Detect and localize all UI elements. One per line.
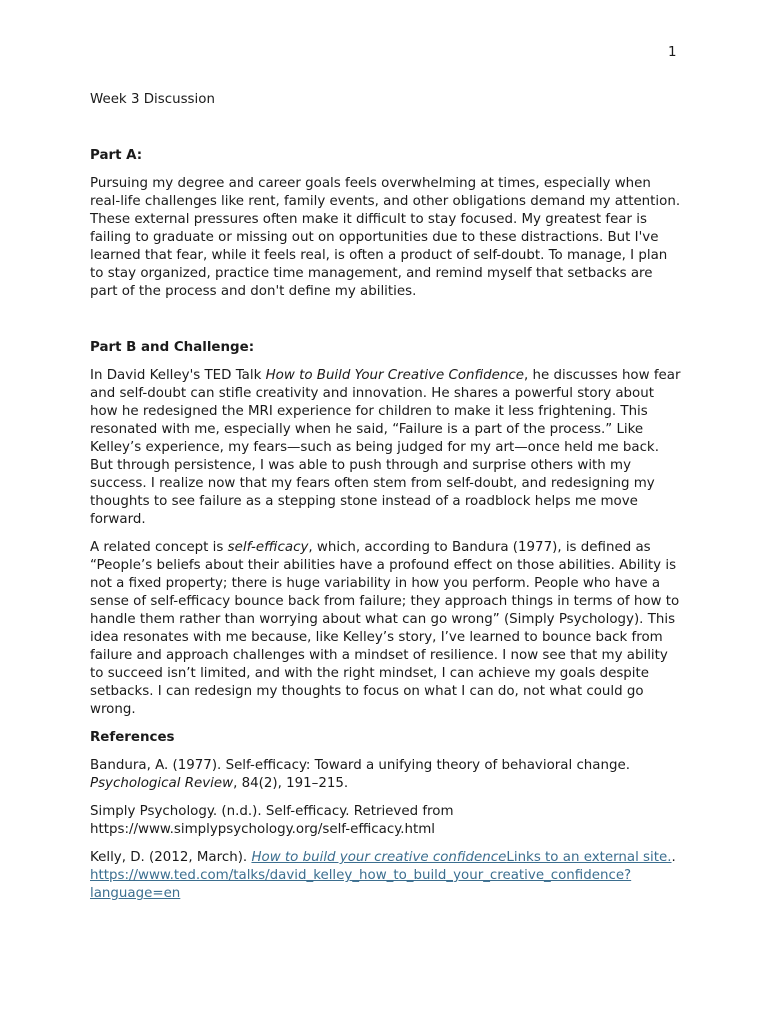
part-b-heading: Part B and Challenge: (90, 340, 255, 355)
document-body (90, 91, 682, 913)
part-b-p2-rest: , which, according to Bandura (1977), is defined as “People’s beliefs about their abilities have a profound effect on those abilities. Ability is not a fixed property; there is huge variability in how you perform. People who have a sense of self-efficacy bounce back from failure; they approach things in terms of how to handle them rather than worrying about what can go wrong” (Simply Psychology). This idea resonates with me because, like Kelley’s story, I’ve learned to bounce back from failure and approach challenges with a mindset of resilience. I now see that my ability to succeed isn’t limited, and with the right mindset, I can achieve my goals despite setbacks. I can redesign my thoughts to focus on what I can do, not what could go wrong. (90, 540, 680, 717)
page-number: 1 (668, 45, 677, 60)
part-a-heading: Part A: (90, 148, 143, 163)
part-b-p2-prefix: A related concept is (90, 540, 228, 555)
ref3-link-title: How to build your creative confidence (251, 850, 507, 865)
ref1-rest: , 84(2), 191–215. (233, 776, 349, 791)
ref3-prefix: Kelly, D. (2012, March). (90, 850, 252, 865)
external-link-label: Links to an external site. (506, 850, 672, 865)
part-a-paragraph: Pursuing my degree and career goals feels overwhelming at times, especially when real-life challenges like rent, family events, and other obligations demand my attention. These external pressures often make it difficult to stay focused. My greatest fear is failing to graduate or missing out on opportunities due to these distractions. But I've learned that fear, while it feels real, is often a product of self-doubt. To manage, I plan to stay organized, practice time management, and remind myself that setbacks are part of the process and don't define my abilities. (90, 176, 681, 299)
part-b-paragraph-2 (90, 539, 682, 719)
reference-simply-psychology: Simply Psychology. (n.d.). Self-efficacy. Retrieved from https://www.simplypsychology.org/self-efficacy.html (90, 804, 454, 837)
references-heading: References (90, 730, 175, 745)
ref1-text: Bandura, A. (1977). Self-efficacy: Toward a unifying theory of behavioral change. (90, 758, 630, 773)
part-b-paragraph-1 (90, 367, 682, 529)
ted-url-link[interactable]: https://www.ted.com/talks/david_kelley_how_to_build_your_creative_confidence?language=en (90, 868, 632, 901)
ref3-period: . (671, 850, 676, 865)
reference-kelly (90, 849, 682, 903)
ref1-journal: Psychological Review (90, 776, 234, 791)
reference-bandura (90, 757, 682, 793)
ted-talk-title: How to Build Your Creative Confidence (265, 368, 524, 383)
document-title: Week 3 Discussion (90, 92, 215, 107)
part-b-p1-rest: , he discusses how fear and self-doubt can stifle creativity and innovation. He shares a powerful story about how he redesigned the MRI experience for children to make it less frightening. This resonated with me, especially when he said, “Failure is a part of the process.” Like Kelley’s experience, my fears—such as being judged for my art—once held me back. But through persistence, I was able to push through and surprise others with my success. I realize now that my fears often stem from self-doubt, and redesigning my thoughts to see failure as a stepping stone instead of a roadblock helps me move forward. (90, 368, 681, 527)
part-b-p1-prefix: In David Kelley's TED Talk (90, 368, 266, 383)
self-efficacy-term: self-efficacy (227, 540, 309, 555)
ted-talk-link[interactable] (251, 850, 671, 865)
